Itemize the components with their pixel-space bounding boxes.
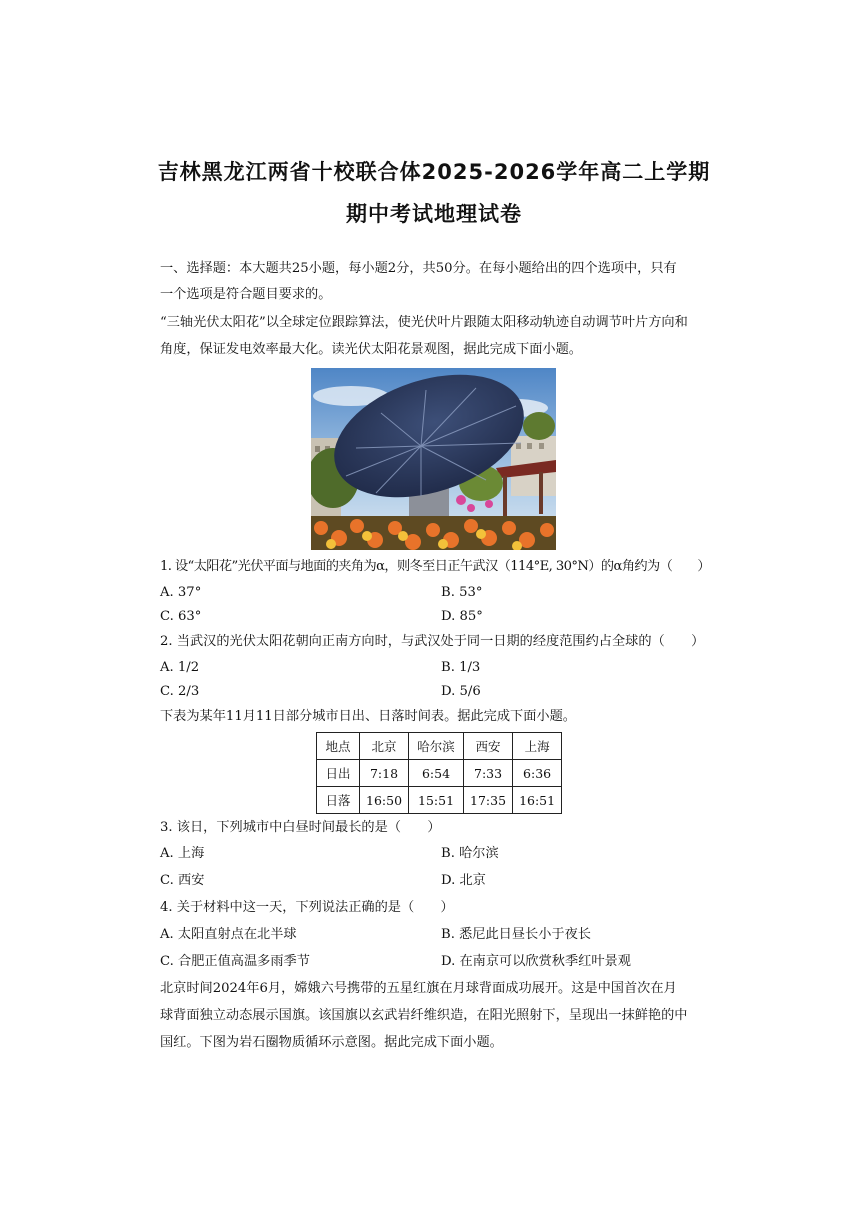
passage3-line1: 北京时间2024年6月，嫦娥六号携带的五星红旗在月球背面成功展开。这是中国首次在月 [160, 981, 677, 996]
table-header-cell: 地点 [317, 733, 360, 760]
table-header-cell: 西安 [464, 733, 513, 760]
table-cell: 6:54 [409, 760, 464, 787]
question-1-option-b[interactable]: B. 53° [441, 585, 483, 600]
question-2-option-b[interactable]: B. 1/3 [441, 660, 481, 675]
question-3-option-a[interactable]: A. 上海 [160, 846, 205, 861]
question-2-stem: 2. 当武汉的光伏太阳花朝向正南方向时，与武汉处于同一日期的经度范围约占全球的（ ） [160, 634, 705, 649]
question-1-stem: 1. 设“太阳花”光伏平面与地面的夹角为α，则冬至日正午武汉（114°E, 30°N）的α角约为（ ） [160, 559, 710, 574]
question-3-stem: 3. 该日，下列城市中白昼时间最长的是（ ） [160, 820, 441, 835]
question-4-stem: 4. 关于材料中这一天，下列说法正确的是（ ） [160, 900, 454, 915]
question-4-option-a[interactable]: A. 太阳直射点在北半球 [160, 927, 297, 942]
table-cell: 7:18 [360, 760, 409, 787]
table-header-row [317, 733, 562, 760]
table-cell: 17:35 [464, 787, 513, 814]
exam-title-line2: 期中考试地理试卷 [346, 202, 522, 226]
section-intro-line1: 一、选择题：本大题共25小题，每小题2分，共50分。在每小题给出的四个选项中，只有 [160, 261, 677, 276]
question-4-option-d[interactable]: D. 在南京可以欣赏秋季红叶景观 [441, 954, 631, 969]
table-row [317, 760, 562, 787]
table-intro: 下表为某年11月11日部分城市日出、日落时间表。据此完成下面小题。 [160, 709, 576, 724]
table-cell: 日落 [317, 787, 360, 814]
table-cell: 7:33 [464, 760, 513, 787]
question-3-option-c[interactable]: C. 西安 [160, 873, 205, 888]
question-4-option-b[interactable]: B. 悉尼此日昼长小于夜长 [441, 927, 591, 942]
question-1-option-c[interactable]: C. 63° [160, 609, 202, 624]
question-2-option-c[interactable]: C. 2/3 [160, 684, 200, 699]
table-cell: 16:51 [513, 787, 562, 814]
table-row [317, 787, 562, 814]
table-header-cell: 哈尔滨 [409, 733, 464, 760]
question-3-option-b[interactable]: B. 哈尔滨 [441, 846, 499, 861]
passage1-line2: 角度，保证发电效率最大化。读光伏太阳花景观图，据此完成下面小题。 [160, 342, 582, 357]
question-3-option-d[interactable]: D. 北京 [441, 873, 486, 888]
exam-title-line1: 吉林黑龙江两省十校联合体2025-2026学年高二上学期 [157, 160, 711, 184]
passage3-line3: 国红。下图为岩石圈物质循环示意图。据此完成下面小题。 [160, 1035, 503, 1050]
section-intro-line2: 一个选项是符合题目要求的。 [160, 287, 332, 302]
table-cell: 15:51 [409, 787, 464, 814]
table-cell: 16:50 [360, 787, 409, 814]
table-cell: 6:36 [513, 760, 562, 787]
question-1-option-a[interactable]: A. 37° [160, 585, 202, 600]
table-cell: 日出 [317, 760, 360, 787]
table-header-cell: 上海 [513, 733, 562, 760]
passage1-line1: “三轴光伏太阳花”以全球定位跟踪算法，使光伏叶片跟随太阳移动轨迹自动调节叶片方向和 [160, 315, 688, 330]
solar-flower-photo [311, 368, 556, 550]
sunrise-sunset-table [316, 732, 562, 814]
passage3-line2: 球背面独立动态展示国旗。该国旗以玄武岩纤维织造，在阳光照射下，呈现出一抹鲜艳的中 [160, 1008, 688, 1023]
table-header-cell: 北京 [360, 733, 409, 760]
question-4-option-c[interactable]: C. 合肥正值高温多雨季节 [160, 954, 310, 969]
question-2-option-d[interactable]: D. 5/6 [441, 684, 481, 699]
question-1-option-d[interactable]: D. 85° [441, 609, 483, 624]
question-2-option-a[interactable]: A. 1/2 [160, 660, 200, 675]
